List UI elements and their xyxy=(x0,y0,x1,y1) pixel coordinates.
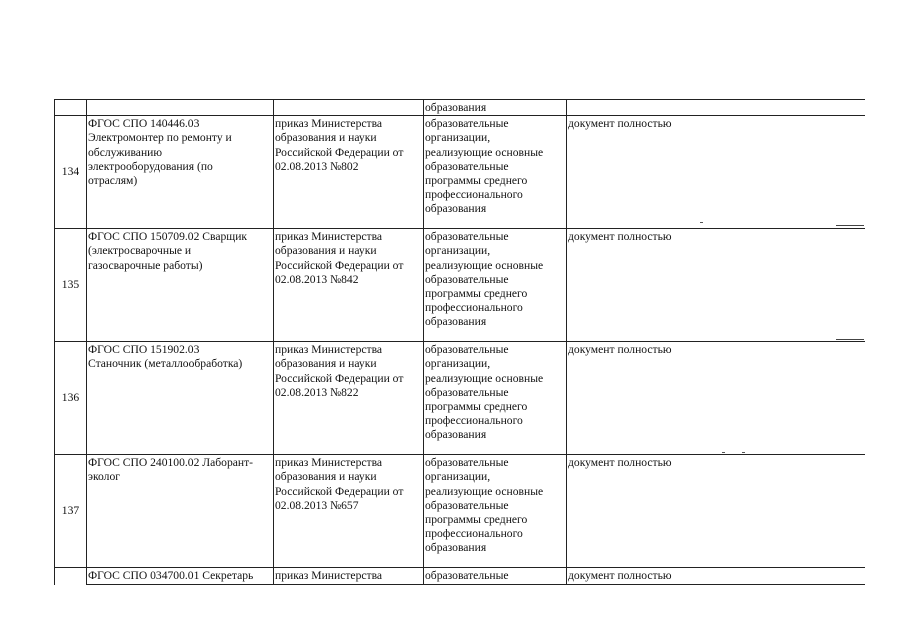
subject-cell: образовательные организации, реализующие основные образовательные программы среднего профессионального образования xyxy=(424,455,567,568)
code-cell xyxy=(87,100,274,116)
applicable-part-cell: документ полностью xyxy=(567,229,865,342)
row-number-cell xyxy=(55,100,87,116)
standard-code-cell: ФГОС СПО 034700.01 Секретарь xyxy=(87,568,274,585)
row-number-cell: 135 xyxy=(55,229,87,342)
order-document-cell: приказ Министерства образования и науки Российской Федерации от 02.08.2013 №802 xyxy=(274,116,424,229)
row-number-cell: 137 xyxy=(55,455,87,568)
standard-code-cell: ФГОС СПО 140446.03 Электромонтер по ремонту и обслуживанию электрооборудования (по отраслям) xyxy=(87,116,274,229)
standard-code-cell: ФГОС СПО 150709.02 Сварщик (электросварочные и газосварочные работы) xyxy=(87,229,274,342)
applicable-part-cell: документ полностью xyxy=(567,116,865,229)
order-document-cell: приказ Министерства образования и науки Российской Федерации от 02.08.2013 №822 xyxy=(274,342,424,455)
order-document-cell: приказ Министерства образования и науки Российской Федерации от 02.08.2013 №657 xyxy=(274,455,424,568)
table-row-partial xyxy=(55,568,865,585)
scan-artifact xyxy=(836,339,864,340)
standard-code-cell: ФГОС СПО 151902.03 Станочник (металлообработка) xyxy=(87,342,274,455)
scan-artifact xyxy=(836,225,864,226)
table-row xyxy=(55,342,865,455)
applicable-part-cell: документ полностью xyxy=(567,342,865,455)
document-cell xyxy=(274,100,424,116)
subject-cell: образовательные организации, реализующие основные образовательные программы среднего профессионального образования xyxy=(424,116,567,229)
table-row xyxy=(55,229,865,342)
part-cell xyxy=(567,100,865,116)
row-number-cell: 134 xyxy=(55,116,87,229)
table-row xyxy=(55,116,865,229)
standard-code-cell: ФГОС СПО 240100.02 Лаборант- эколог xyxy=(87,455,274,568)
subject-cell: образовательные организации, реализующие основные образовательные программы среднего профессионального образования xyxy=(424,229,567,342)
table-row xyxy=(55,455,865,568)
table-row-continuation xyxy=(55,100,865,116)
scan-artifact xyxy=(700,222,703,223)
scan-artifact xyxy=(742,452,745,453)
applicable-part-cell: документ полностью xyxy=(567,455,865,568)
scan-artifact xyxy=(722,452,725,453)
subject-cell: образования xyxy=(424,100,567,116)
order-document-cell: приказ Министерства образования и науки Российской Федерации от 02.08.2013 №842 xyxy=(274,229,424,342)
row-number-cell: 136 xyxy=(55,342,87,455)
regulation-table xyxy=(54,99,865,585)
subject-cell: образовательные xyxy=(424,568,567,585)
subject-cell: образовательные организации, реализующие основные образовательные программы среднего профессионального образования xyxy=(424,342,567,455)
row-number-cell xyxy=(55,568,87,585)
order-document-cell: приказ Министерства xyxy=(274,568,424,585)
applicable-part-cell: документ полностью xyxy=(567,568,865,585)
